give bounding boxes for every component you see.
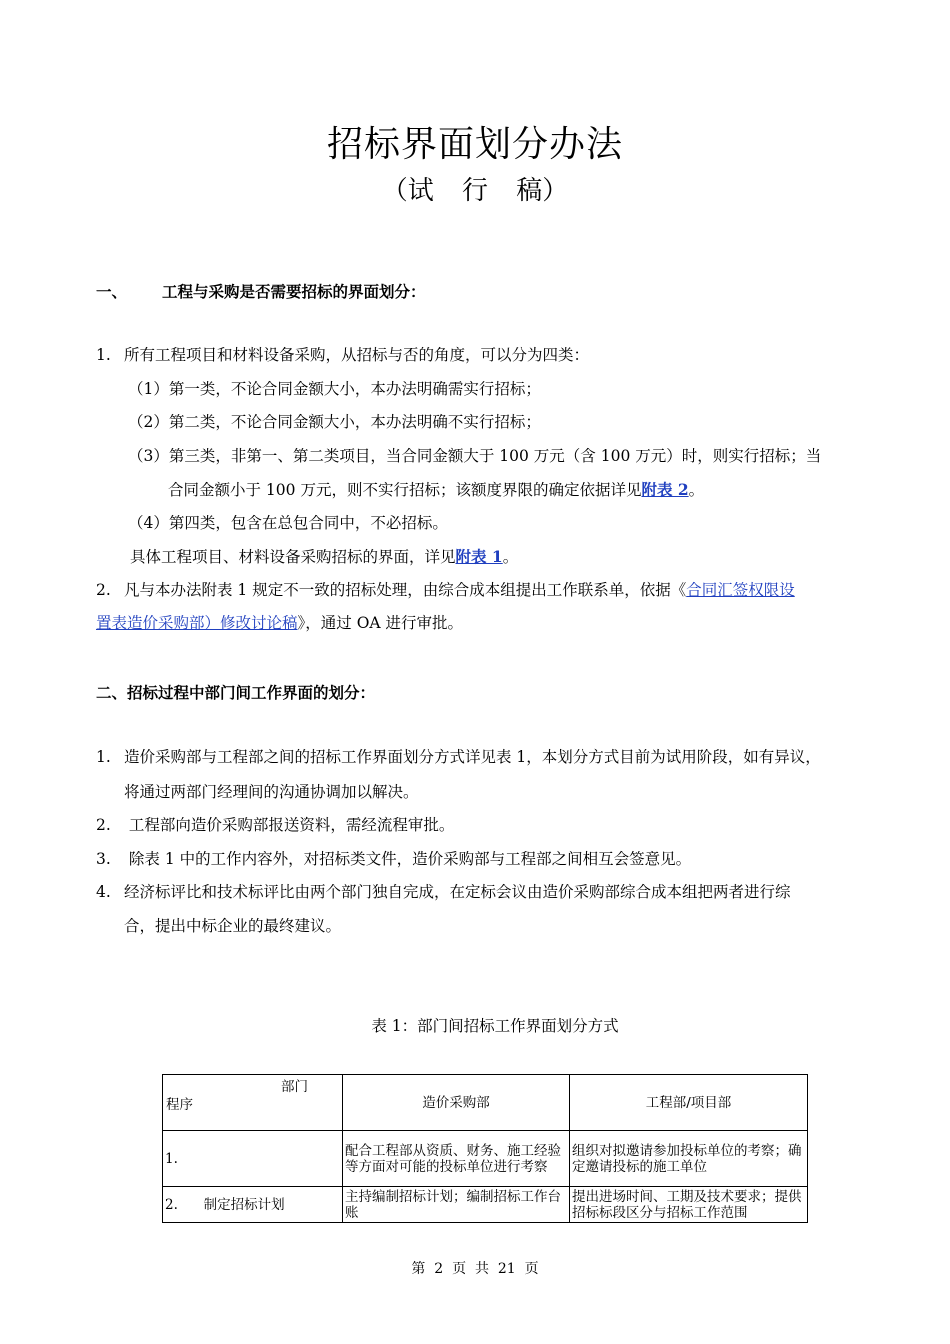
section1-number: 一、 <box>96 283 128 301</box>
table-caption: 表 1：部门间招标工作界面划分方式 <box>371 1017 619 1035</box>
page-footer: 第 2 页 共 21 页 <box>411 1261 539 1277</box>
row-eng-dept: 组织对拟邀请参加投标单位的考察；确定邀请投标的施工单位 <box>570 1131 808 1187</box>
section2-heading: 二、招标过程中部门间工作界面的划分： <box>96 684 376 702</box>
header-step-label: 程序 <box>166 1097 193 1113</box>
subtitle-part: 稿） <box>516 176 569 206</box>
section1-item1 <box>96 344 589 366</box>
item-number: 3. <box>96 850 111 868</box>
section2-item4-line2: 合，提出中标企业的最终建议。 <box>124 917 342 935</box>
row-step: 1. <box>163 1131 343 1187</box>
subtitle-part: （试 <box>381 176 434 206</box>
item2-end: 》，通过 OA 进行审批。 <box>297 614 464 632</box>
section2-item4-line1 <box>96 881 791 903</box>
row-cost-dept: 主持编制招标计划；编制招标工作台账 <box>343 1187 570 1223</box>
item-text: 造价采购部与工程部之间的招标工作界面划分方式详见表 1，本划分方式目前为试用阶段，如有异议， <box>124 748 821 766</box>
item-text: 所有工程项目和材料设备采购，从招标与否的角度，可以分为四类： <box>124 346 590 364</box>
table-row <box>163 1187 808 1223</box>
contract-table-link-cont[interactable]: 置表造价采购部）修改讨论稿 <box>96 614 298 632</box>
detail-text: 具体工程项目、材料设备采购招标的界面，详见 <box>130 548 456 566</box>
subitem-2: （2）第二类，不论合同金额大小，本办法明确不实行招标； <box>128 413 541 431</box>
header-dept-label: 部门 <box>281 1079 308 1095</box>
detail-end: 。 <box>502 548 519 566</box>
item-number: 4. <box>96 883 111 901</box>
document-title: 招标界面划分办法 <box>326 124 623 165</box>
subitem-3-line2 <box>168 479 704 501</box>
header-diagonal-cell <box>163 1075 343 1131</box>
section2-item2 <box>96 814 454 836</box>
subitem-1: （1）第一类，不论合同金额大小，本办法明确需实行招标； <box>128 380 541 398</box>
appendix-1-link[interactable]: 附表 1 <box>455 547 503 566</box>
header-eng-dept: 工程部/项目部 <box>570 1075 808 1131</box>
subitem-3-text: 合同金额小于 100 万元，则不实行招标；该额度界限的确定依据详见 <box>168 481 642 499</box>
table-header-row <box>163 1075 808 1131</box>
item-text: 除表 1 中的工作内容外，对招标类文件，造价采购部与工程部之间相互会签意见。 <box>124 850 692 868</box>
item-number: 1. <box>96 346 111 364</box>
contract-table-link[interactable]: 合同汇签权限设 <box>686 581 795 599</box>
row-cost-dept: 配合工程部从资质、财务、施工经验等方面对可能的投标单位进行考察 <box>343 1131 570 1187</box>
row-eng-dept: 提出进场时间、工期及技术要求；提供招标标段区分与招标工作范围 <box>570 1187 808 1223</box>
document-subtitle <box>0 170 950 207</box>
subitem-3-end: 。 <box>688 481 705 499</box>
subitem-4: （4）第四类，包含在总包合同中，不必招标。 <box>128 514 448 532</box>
interface-table <box>162 1074 808 1223</box>
item-number: 1. <box>96 748 111 766</box>
subtitle-part: 行 <box>461 176 488 206</box>
item2-text: 凡与本办法附表 1 规定不一致的招标处理，由综合成本组提出工作联系单，依据《 <box>124 581 687 599</box>
section2-item1-line1 <box>96 746 821 768</box>
section1-item2-line2 <box>96 612 463 634</box>
section1-item2-line1 <box>96 579 795 601</box>
item-number: 2. <box>96 816 111 834</box>
detail-line <box>130 546 518 568</box>
section2-item3 <box>96 848 691 870</box>
section2-item1-line2: 将通过两部门经理间的沟通协调加以解决。 <box>124 783 419 801</box>
item-number: 2. <box>96 581 111 599</box>
table-row <box>163 1131 808 1187</box>
subitem-3-line1: （3）第三类，非第一、第二类项目，当合同金额大于 100 万元（含 100 万元）时，则实行招标；当 <box>128 447 822 465</box>
item-text: 经济标评比和技术标评比由两个部门独自完成，在定标会议由造价采购部综合成本组把两者进行综 <box>124 883 791 901</box>
section1-heading: 工程与采购是否需要招标的界面划分： <box>162 283 426 301</box>
row-step: 2. 制定招标计划 <box>163 1187 343 1223</box>
appendix-2-link[interactable]: 附表 2 <box>641 480 689 499</box>
item-text: 工程部向造价采购部报送资料，需经流程审批。 <box>124 816 455 834</box>
header-cost-dept: 造价采购部 <box>343 1075 570 1131</box>
